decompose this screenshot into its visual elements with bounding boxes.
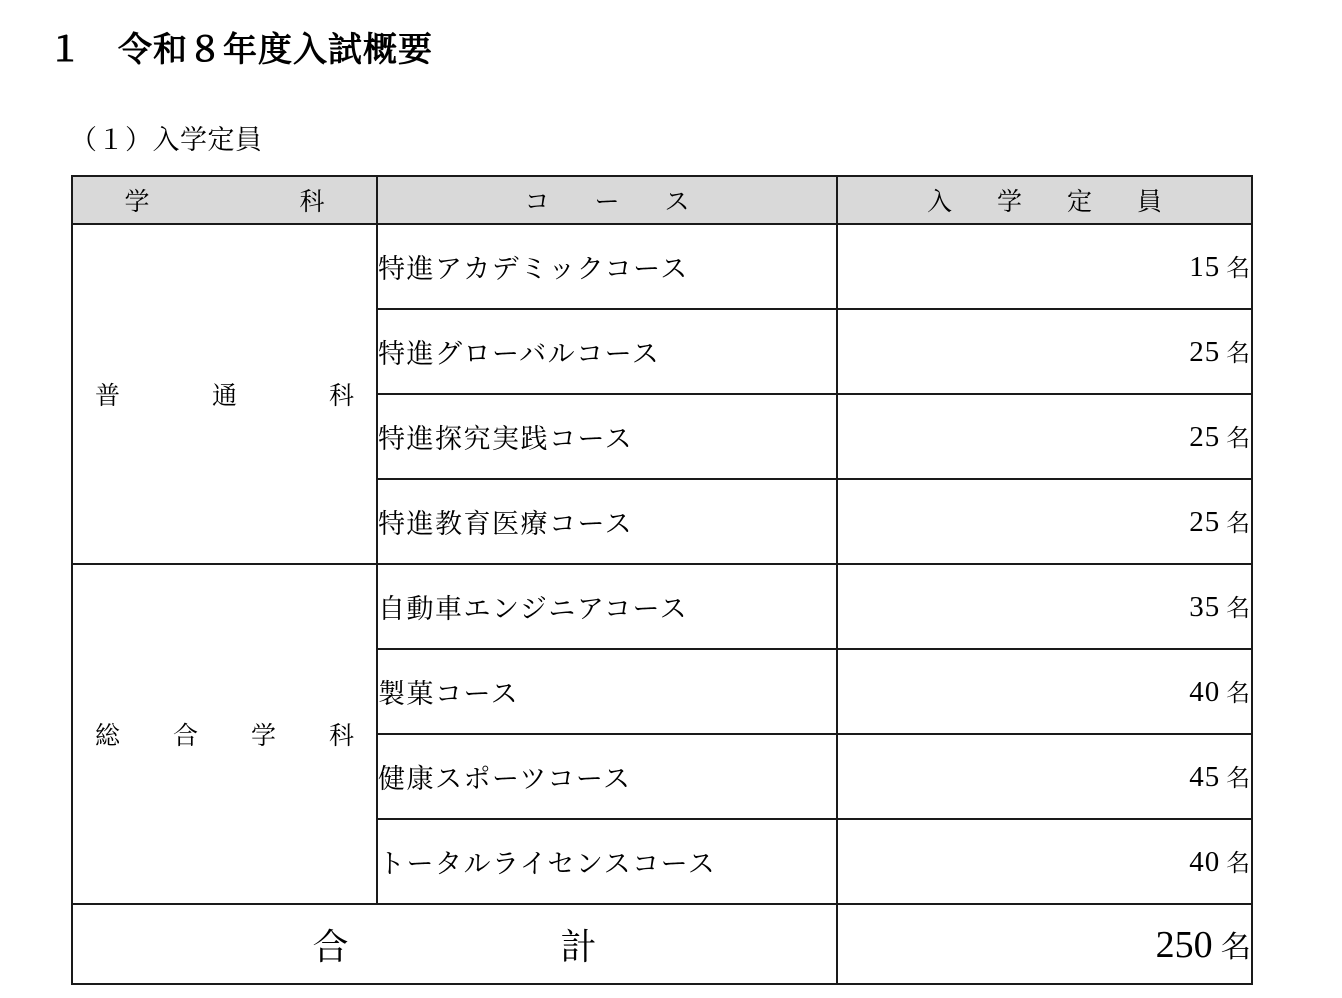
capacity-unit: 名 bbox=[1226, 596, 1251, 622]
course-name: 自動車エンジニアコース bbox=[377, 564, 837, 649]
total-label: 合 計 bbox=[72, 904, 837, 984]
course-capacity bbox=[837, 564, 1252, 649]
capacity-unit: 名 bbox=[1226, 426, 1251, 452]
course-name: 製菓コース bbox=[377, 649, 837, 734]
column-header-department: 学 科 bbox=[72, 176, 377, 224]
capacity-unit: 名 bbox=[1226, 681, 1251, 707]
course-name: 特進アカデミックコース bbox=[377, 224, 837, 309]
course-name: トータルライセンスコース bbox=[377, 819, 837, 904]
table-row bbox=[72, 564, 1252, 649]
capacity-unit: 名 bbox=[1226, 766, 1251, 792]
capacity-unit: 名 bbox=[1226, 851, 1251, 877]
capacity-value: 40 bbox=[1189, 846, 1221, 878]
course-capacity bbox=[837, 224, 1252, 309]
course-name: 特進教育医療コース bbox=[377, 479, 837, 564]
capacity-value: 40 bbox=[1189, 676, 1221, 708]
capacity-unit: 名 bbox=[1226, 511, 1251, 537]
capacity-unit: 名 bbox=[1226, 341, 1251, 367]
course-name: 特進探究実践コース bbox=[377, 394, 837, 479]
course-name: 特進グローバルコース bbox=[377, 309, 837, 394]
capacity-value: 25 bbox=[1189, 421, 1221, 453]
course-capacity bbox=[837, 649, 1252, 734]
course-capacity bbox=[837, 479, 1252, 564]
capacity-value: 45 bbox=[1189, 761, 1221, 793]
course-capacity bbox=[837, 394, 1252, 479]
section-heading: （１）入学定員 bbox=[70, 125, 263, 155]
column-header-capacity: 入 学 定 員 bbox=[837, 176, 1252, 224]
table-total-row bbox=[72, 904, 1252, 984]
course-capacity bbox=[837, 309, 1252, 394]
capacity-unit: 名 bbox=[1226, 256, 1251, 282]
capacity-value: 15 bbox=[1189, 251, 1221, 283]
course-capacity bbox=[837, 734, 1252, 819]
page-title: １ 令和８年度入試概要 bbox=[48, 30, 433, 70]
admission-capacity-table bbox=[71, 175, 1253, 985]
total-capacity bbox=[837, 904, 1252, 984]
course-capacity bbox=[837, 819, 1252, 904]
table-row bbox=[72, 224, 1252, 309]
column-header-course: コ ー ス bbox=[377, 176, 837, 224]
course-name: 健康スポーツコース bbox=[377, 734, 837, 819]
capacity-value: 25 bbox=[1189, 336, 1221, 368]
department-name: 総 合 学 科 bbox=[72, 564, 377, 904]
department-name: 普 通 科 bbox=[72, 224, 377, 564]
capacity-value: 25 bbox=[1189, 506, 1221, 538]
capacity-value: 35 bbox=[1189, 591, 1221, 623]
total-unit: 名 bbox=[1220, 929, 1251, 964]
table-header-row bbox=[72, 176, 1252, 224]
total-value: 250 bbox=[1155, 923, 1213, 966]
